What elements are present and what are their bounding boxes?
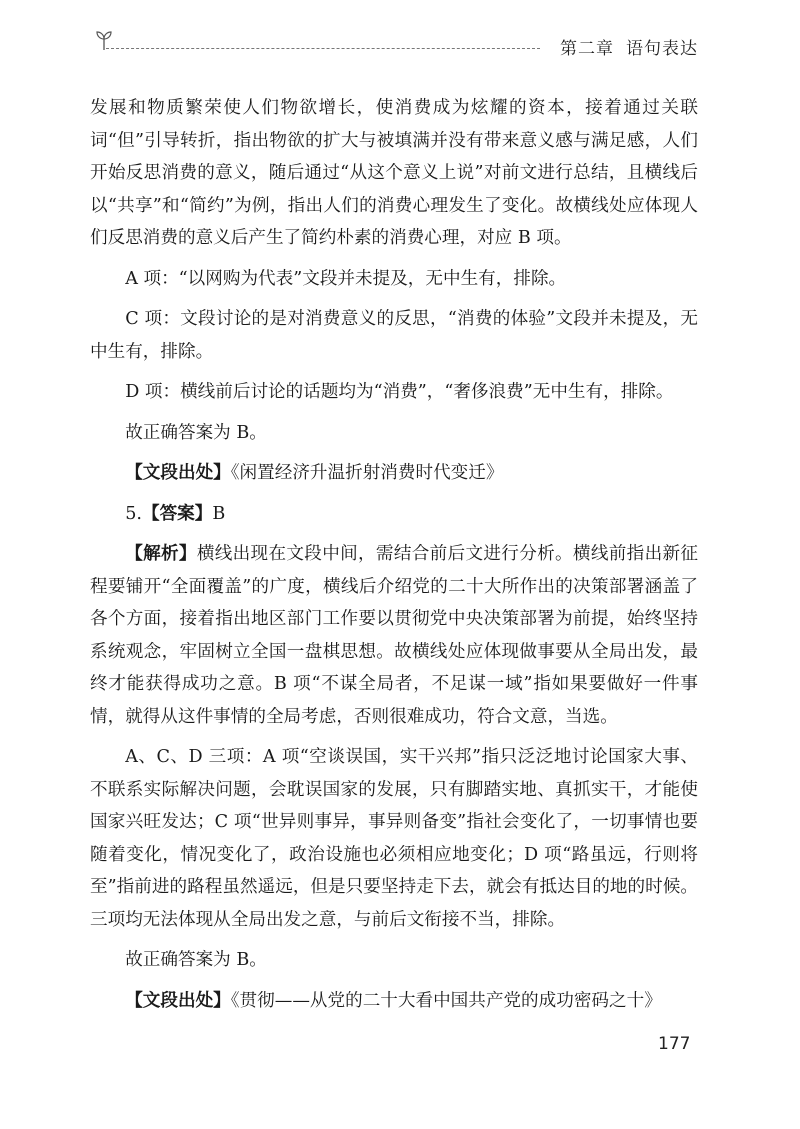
analysis-label: 【解析】 [125,543,197,564]
source-label: 【文段出处】 [125,989,231,1011]
answer-value: B [212,503,226,524]
header-title [560,34,698,59]
page-body [90,92,698,1025]
source-citation [90,985,698,1018]
paragraph: D 项：横线前后讨论的话题均为“消费”，“奢侈浪费”无中生有，排除。 [125,382,674,402]
paragraph: A 项：“以网购为代表”文段并未提及，无中生有，排除。 [125,268,567,289]
chapter-label: 第二章 [560,39,614,59]
analysis-text: 横线出现在文段中间，需结合前后文进行分析。横线前指出新征程要铺开“全面覆盖”的广度，横线后介绍党的二十大所作出的决策部署涵盖了各个方面，接着指出地区部门工作要以贯彻党中央决策部署为前提，始终坚持系统观念，牢固树立全国一盘棋思想。故横线处应体现做事要从全局出发，最终才能获得成功之意。B 项“不谋全局者，不足谋一域”指如果要做好一件事情，就得从这件事情的全局考虑，否则很难成功，符合文意，当选。 [90,544,698,727]
paragraph: 发展和物质繁荣使人们物欲增长，使消费成为炫耀的资本，接着通过关联词“但”引导转折，指出物欲的扩大与被填满并没有带来意义感与满足感，人们开始反思消费的意义，随后通过“从这个意义上说”对前文进行总结，且横线后以“共享”和“简约”为例，指出人们的消费心理发生了变化。故横线处应体现人们反思消费的意义后产生了简约朴素的消费心理，对应 B 项。 [90,98,698,248]
section-label: 语句表达 [626,39,698,59]
page-number: 177 [658,1034,691,1054]
paragraph: 故正确答案为 B。 [125,950,267,970]
paragraph: C 项：文段讨论的是对消费意义的反思，“消费的体验”文段并未提及，无中生有，排除。 [90,309,698,362]
running-header [92,28,698,68]
source-citation [90,457,698,490]
answer-label: 【答案】 [141,502,213,524]
source-text: 《闲置经济升温折射消费时代变迁》 [230,463,504,483]
question-number: 5. [125,503,142,524]
header-divider [106,48,540,49]
source-label: 【文段出处】 [125,462,231,483]
source-text: 《贯彻——从党的二十大看中国共产党的成功密码之十》 [230,990,662,1011]
answer-line [90,498,698,531]
analysis-paragraph [90,538,698,733]
paragraph: A、C、D 三项：A 项“空谈误国，实干兴邦”指只泛泛地讨论国家大事、不联系实际解决问题，会耽误国家的发展，只有脚踏实地、真抓实干，才能使国家兴旺发达；C 项“世异则事异，事异则备变”指社会变化了，一切事情也要随着变化，情况变化了，政治设施也必须相应地变化；D 项“路虽远，行则将至”指前进的路程虽然遥远，但是只要坚持走下去，就会有抵达目的地的时候。三项均无法体现从全局出发之意，与前后文衔接不当，排除。 [90,747,698,930]
paragraph: 故正确答案为 B。 [125,422,267,443]
